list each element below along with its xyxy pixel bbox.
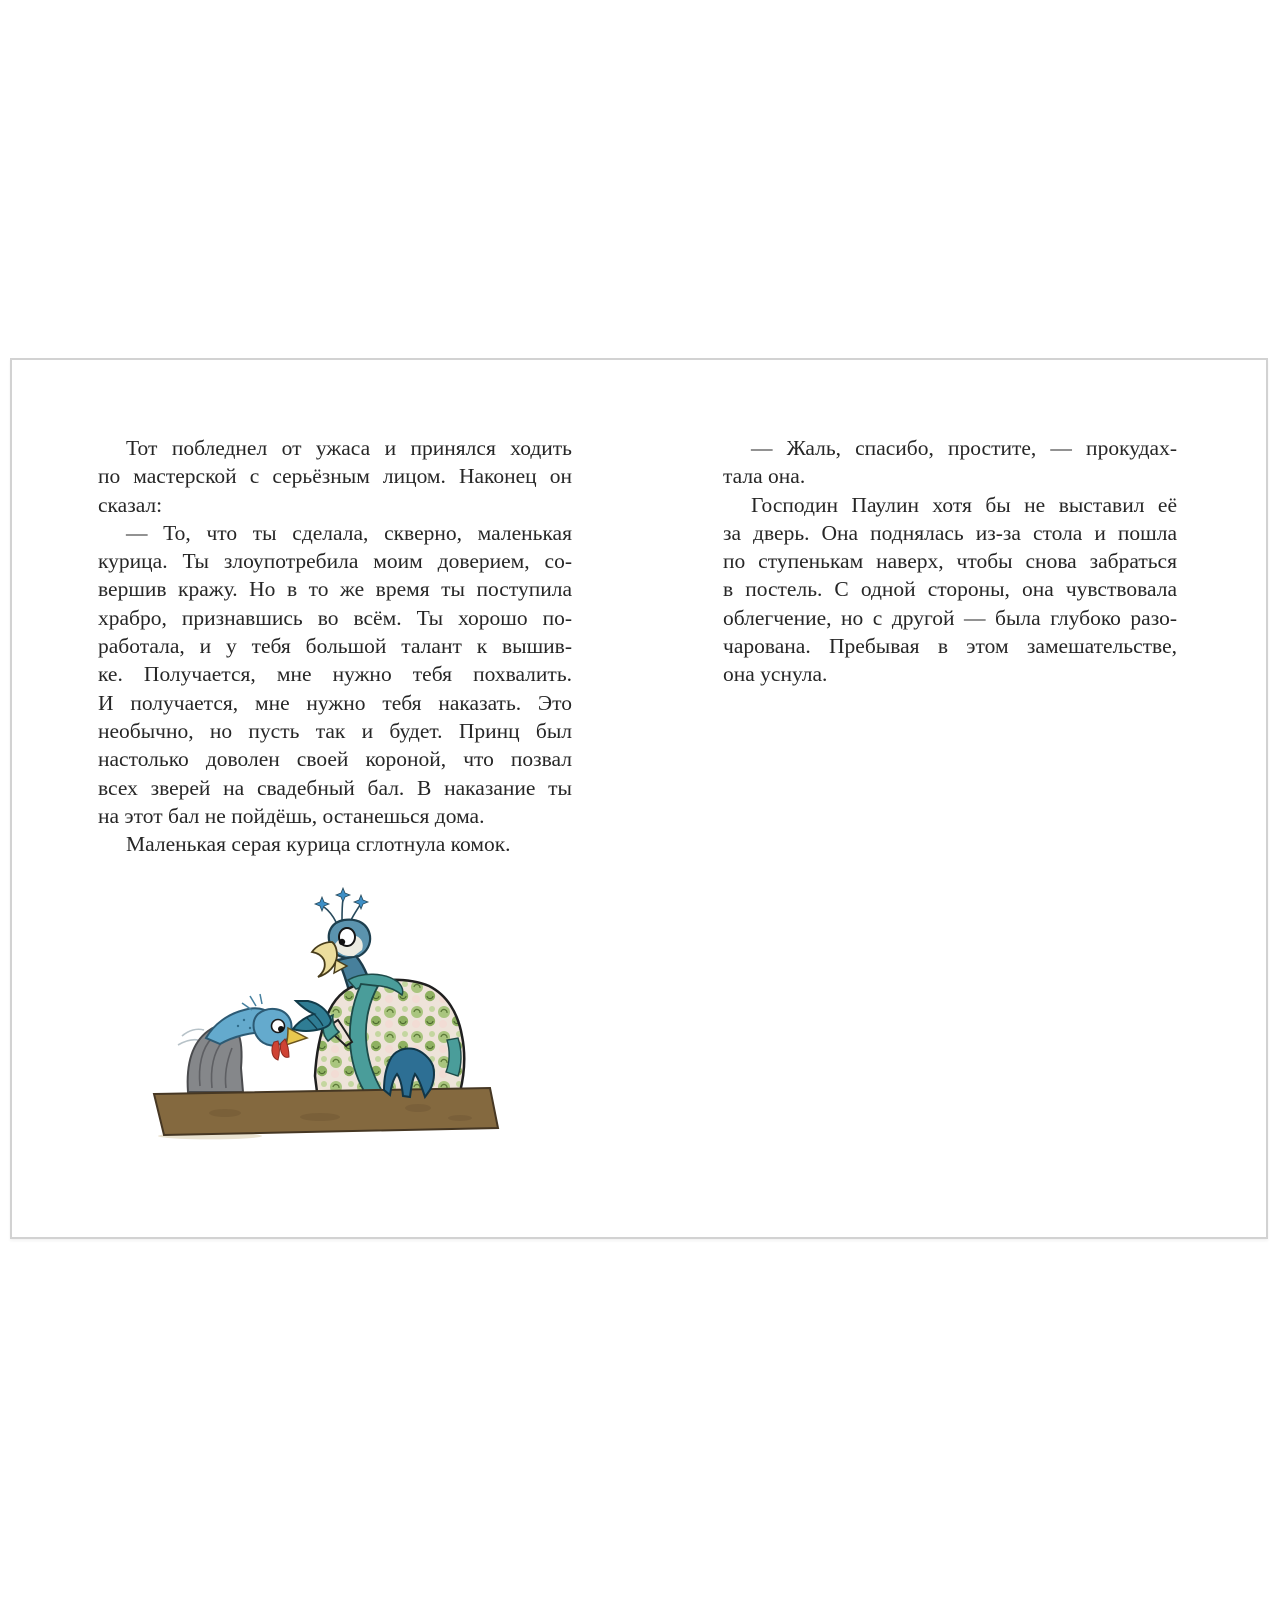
text-line: по мастерской с серьёзным лицом. Наконец он — [98, 464, 572, 489]
text-line: Маленькая серая курица сглотнула комок. — [126, 832, 511, 857]
text-line: на этот бал не пойдёшь, останешься дома. — [98, 803, 485, 828]
text-line: — То, что ты сделала, скверно, маленькая — [126, 520, 572, 545]
table — [154, 1088, 498, 1139]
text-line: чарована. Пребывая в этом замешательстве, — [723, 634, 1177, 659]
paragraph — [723, 491, 1177, 689]
text-line: Тот побледнел от ужаса и принялся ходить — [126, 436, 572, 460]
text-line: храбро, признавшись во всём. Ты хорошо по- — [98, 605, 572, 630]
peacock-hand — [384, 1048, 434, 1097]
hen-wattle — [272, 1041, 280, 1060]
right-text-column — [723, 434, 1177, 689]
text-line: — Жаль, спасибо, простите, — прокудах- — [751, 436, 1177, 460]
text-line: тала она. — [723, 464, 806, 489]
paragraph — [98, 519, 572, 830]
text-line: настолько доволен своей короной, что позвал — [98, 747, 572, 772]
peacock-figure — [293, 888, 464, 1092]
text-line: сказал: — [98, 492, 163, 517]
text-line: ке. Получается, мне нужно тебя похвалить. — [98, 662, 572, 687]
text-line: Господин Паулин хотя бы не выставил её — [751, 492, 1177, 517]
text-line: всех зверей на свадебный бал. В наказание ты — [98, 775, 572, 800]
text-line: работала, и у тебя большой талант к вышив- — [98, 634, 572, 659]
text-line: облегчение, но с другой — была глубоко разо- — [723, 605, 1177, 630]
hen-figure — [188, 994, 307, 1092]
text-line: курица. Ты злоупотребила моим доверием, со- — [98, 549, 572, 574]
text-line: И получается, мне нужно тебя наказать. Это — [98, 690, 572, 715]
text-line: по ступенькам наверх, чтобы снова забраться — [723, 549, 1177, 574]
peacock-beak — [312, 942, 337, 977]
paragraph — [723, 434, 1177, 491]
text-line: необычно, но пусть так и будет. Принц был — [98, 718, 572, 743]
book-page — [10, 358, 1268, 1239]
paragraph — [98, 434, 572, 519]
text-line: за дверь. Она поднялась из-за стола и пошла — [723, 520, 1177, 545]
paragraph — [98, 830, 572, 858]
text-line: в постель. С одной стороны, она чувствовала — [723, 577, 1177, 602]
story-illustration — [140, 880, 512, 1142]
text-line: вершив кражу. Но в то же время ты поступила — [98, 577, 572, 602]
pointing-wing — [293, 1001, 331, 1031]
left-text-column — [98, 434, 572, 858]
text-line: она уснула. — [723, 662, 828, 687]
